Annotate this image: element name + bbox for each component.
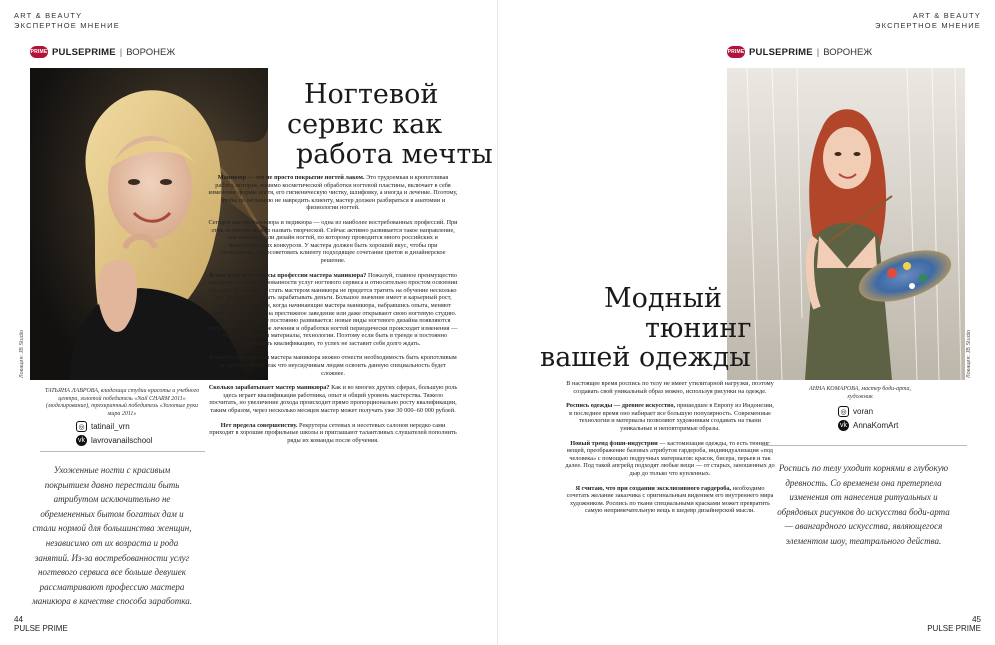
- brand-logo-icon: PRIME: [30, 46, 48, 58]
- section-label-left: [14, 11, 120, 31]
- section-title: ART & BEAUTY: [912, 11, 981, 20]
- paragraph: [208, 422, 458, 445]
- paragraph: [565, 380, 775, 395]
- paragraph: [208, 272, 458, 348]
- paragraph-text: Это трудоемкая и кропотливая работа, которая, помимо косметической обработки ногтевой пластины, включает в себя изменение формы ногтя, его гигиеническую чистку, шлифовку, а иногда и лечение. Поэтому, чтобы по незнанию не навредить клиенту, мастер должен разбираться в анатомии и физиологии ногтей.: [208, 174, 458, 212]
- vk-icon: vk: [78, 437, 85, 444]
- magazine-name: PULSE PRIME: [14, 624, 68, 633]
- section-subtitle: ЭКСПЕРТНОЕ МНЕНИЕ: [14, 21, 120, 30]
- article-body-right: [565, 380, 775, 522]
- portrait-photo-right: [727, 68, 965, 380]
- paragraph-lead: Роспись одежды — древнее искусство,: [566, 402, 676, 410]
- vk-icon: vk: [840, 422, 847, 429]
- paragraph-text: В настоящее время роспись по телу не имеет утилитарной нагрузки, поэтому создавать свой уникальный образ можно, используя рисунки на одежде.: [566, 380, 774, 395]
- social-link-instagram[interactable]: [76, 421, 130, 432]
- pull-quote-right: Роспись по телу уходит корнями в глубокую древность. Со временем она претерпела изменения от нанесения ритуальных и обрядовых рисунков до искусства боди-арта — авангардного искусства, являющегося элементом шоу, театрального действа.: [777, 463, 950, 546]
- title-line: работа мечты: [296, 139, 493, 170]
- section-subtitle: ЭКСПЕРТНОЕ МНЕНИЕ: [875, 21, 981, 30]
- paragraph-text: необходимо сочетать желание заказчика с оригинальным видением его внутреннего мира художником. Роспись по ткани специальными красками может превратить самую непримечательную вещь в шедевр дизайнерской мысли.: [566, 484, 774, 515]
- brand-city: ВОРОНЕЖ: [823, 46, 873, 58]
- social-handle: lavrovanailschool: [91, 436, 153, 445]
- paragraph-text: Сегодня мастер маникюра и педикюра — одна из наиболее востребованных профессий. При этом ее вполне можно назвать творческой. Сейчас активно развивается такое направление, как нейл-арт, или дизайн ногтей, по которому проводится много российских и международных конкурсов. У мастера должен быть хороший вкус, чтобы при необходимости посоветовать клиенту подходящее сочетание цветов и дизайнерское решение.: [208, 218, 458, 264]
- paragraph: [208, 219, 458, 265]
- social-handle: voran: [853, 407, 874, 416]
- paragraph: [565, 485, 775, 515]
- title-line: сервис как: [287, 109, 443, 140]
- section-title: ART & BEAUTY: [14, 11, 83, 20]
- paragraph-lead: Я считаю, что при создании эксклюзивного гардероба,: [575, 484, 732, 492]
- title-line: тюнинг: [645, 313, 752, 344]
- brand-name: PULSEPRIME: [749, 46, 813, 58]
- title-line: Ногтевой: [304, 79, 439, 110]
- photo-caption-right: АННА КОМАРОВА, мастер боди-арта, художник: [809, 386, 911, 400]
- title-line: вашей одежды: [540, 342, 751, 373]
- page-number: 44: [14, 615, 23, 624]
- section-label-right: [875, 11, 981, 31]
- social-link-instagram[interactable]: [838, 406, 873, 417]
- paragraph: [208, 354, 458, 377]
- social-link-vk[interactable]: [838, 420, 898, 431]
- page-number: 45: [972, 615, 981, 624]
- article-body-left: [208, 174, 458, 451]
- paragraph-text: пришедшее в Европу из Индонезии, в последнее время оно набирает все большую популярность. Современные технологии и материалы позволяют художникам создавать на ткани уникальные и неповторимые образы.: [569, 402, 774, 432]
- social-handle: AnnaKomArt: [853, 421, 899, 430]
- photo-caption-left: ТАТЬЯНА ЛАВРОВА, владелица студии красоты и учебного центра, золотой победитель «Nail CHARM 2011» (моделирование), трехкратный победитель «Золотые руки мира 2011»: [44, 388, 200, 417]
- brand-separator: |: [816, 46, 820, 58]
- paragraph-text: Рекрутеры сетевых и несетевых салонов нередко сами приходят в хорошие профильные школы и приглашают талантливых слушателей пополнить ряды их команды после обучения.: [209, 421, 457, 444]
- brand-name: PULSEPRIME: [52, 46, 116, 58]
- social-handle: tatinail_vrn: [91, 422, 130, 431]
- brand-city: ВОРОНЕЖ: [126, 46, 176, 58]
- divider: [40, 451, 205, 452]
- paragraph-lead: В чем плюсы и минусы профессии мастера маникюра?: [209, 271, 367, 279]
- paragraph: [565, 402, 775, 432]
- instagram-icon: ◎: [838, 406, 849, 417]
- paragraph-lead: Нет предела совершенству.: [220, 421, 298, 429]
- brand-separator: |: [119, 46, 123, 58]
- brand-logo-icon: PRIME: [727, 46, 745, 58]
- social-link-vk[interactable]: [76, 435, 152, 446]
- paragraph-text: — кастомизация одежды, то есть тюнинг вещей, преображение базовых атрибутов гардероба, индивидуализация «под человека» с помощью подручных материалов: красок, бисера, перьев и так далее. Под такой апгрейд подходят любые вещи — от старых, заношенных до дыр до только что купленных.: [565, 439, 775, 477]
- paragraph-lead: Новый тренд фэшн-индустрии: [570, 439, 658, 447]
- title-line: Модный: [604, 283, 723, 314]
- divider: [762, 445, 967, 446]
- paragraph: [208, 384, 458, 414]
- photo-credit-right: Локация: JB Studio: [966, 329, 972, 378]
- pull-quote-left: Ухоженные ногти с красивым покрытием давно перестали быть атрибутом исключительно не обремененных бытом богатых дам и стали нормой для большинства женщин, независимо от их возраста и рода занятий. Из-за востребованности услуг ногтевого сервиса все больше девушек рассматривают профессию мастера маникюра в качестве способа заработка.: [32, 465, 192, 607]
- paragraph-text: Как и во многих других сферах, большую роль здесь играет квалификация работника, опыт и общий уровень мастерства. Тяжело посчитать, но увеличение дохода происходит прямо пропорционально росту квалификации, таким образом, через несколько месяцев мастер может получать уже 30 000–60 000 рублей.: [209, 384, 458, 415]
- page-gutter: [497, 0, 498, 645]
- paragraph-lead: Маникюр — это не просто покрытие ногтей лаком.: [217, 174, 365, 181]
- paragraph: [208, 174, 458, 212]
- paragraph: [565, 440, 775, 478]
- magazine-name: PULSE PRIME: [927, 624, 981, 633]
- brand-tag-right: [727, 46, 872, 58]
- paragraph-text: К минусам профессии мастера маникюра можно отнести необходимость быть кропотливым во время работы, так что неусидчивым людям освоить данную специальность будет сложнее.: [209, 354, 457, 377]
- page-footer-right: [927, 615, 981, 633]
- paragraph-lead: Сколько зарабатывает мастер маникюра?: [208, 384, 330, 392]
- page-footer-left: [14, 615, 68, 633]
- portrait-illustration-right: [727, 68, 965, 380]
- photo-credit-left: Локация: JB Studio: [19, 329, 25, 378]
- brand-tag-left: [30, 46, 175, 58]
- paragraph-text: Пожалуй, главное преимущество заключается в востребованности услуг ногтевого сервиса и относительно простом освоении его азов. Желающему стать мастером маникюра не придется тратить на обучение несколько лет, прежде чем начать зарабатывать деньги. Большое значение имеет и карьерный рост, ведь нередки случаи, когда начинающие мастера маникюра, набравшись опыта, меняют салон эконом-класса на престижное заведение или даже открывают свою ногтевую студию. Сама отрасль также постоянно развивается: новые виды ногтевого дизайна появляются регулярно, да и в сфере лечения и обработки ногтей периодически происходят изменения — совершенствуются материалы, технологии. Поэтому если быть в тренде и постоянно повышать квалификацию, то успех не заставит себя долго ждать.: [208, 271, 458, 347]
- instagram-icon: ◎: [76, 421, 87, 432]
